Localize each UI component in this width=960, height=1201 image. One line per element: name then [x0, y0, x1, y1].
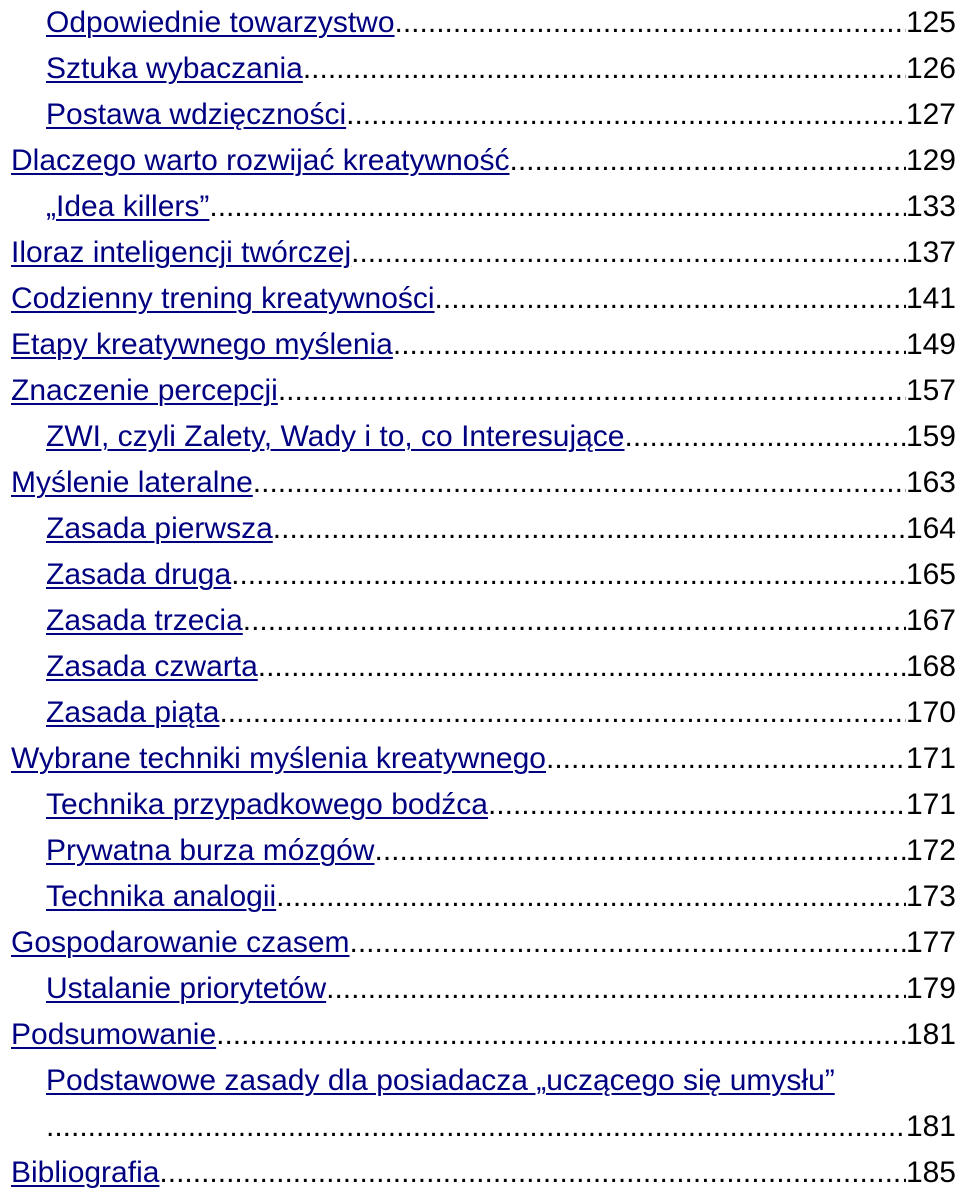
toc-entry-title-line	[46, 1058, 956, 1104]
toc-page-number: 127	[905, 98, 956, 131]
toc-entry-link[interactable]: Prywatna burza mózgów	[46, 834, 375, 867]
toc-page-number: 141	[905, 282, 956, 315]
toc-entry	[0, 874, 960, 920]
toc-entry-link[interactable]: „Idea killers”	[46, 190, 210, 223]
toc-entry-link[interactable]: Podstawowe zasady dla posiadacza „uczącego się umysłu”	[46, 1064, 835, 1097]
toc-dot-leader	[219, 690, 905, 736]
toc-page-number: 126	[905, 52, 956, 85]
toc-entry-link[interactable]: Sztuka wybaczania	[46, 52, 303, 85]
toc-page-number: 164	[905, 512, 956, 545]
toc-dot-leader	[278, 368, 906, 414]
toc-entry-link[interactable]: ZWI, czyli Zalety, Wady i to, co Interesujące	[46, 420, 625, 453]
toc-dot-leader	[625, 414, 906, 460]
toc-entry	[0, 414, 960, 460]
toc-page-number: 165	[905, 558, 956, 591]
toc-page-number: 133	[905, 190, 956, 223]
toc-entry-link[interactable]: Iloraz inteligencji twórczej	[11, 236, 352, 269]
toc-entry	[0, 460, 960, 506]
toc-entry	[0, 368, 960, 414]
toc-entry	[0, 552, 960, 598]
toc-dot-leader	[159, 1150, 906, 1196]
toc-dot-leader	[273, 506, 906, 552]
toc-entry-link[interactable]: Znaczenie percepcji	[11, 374, 278, 407]
toc-dot-leader	[346, 92, 906, 138]
toc-entry-link[interactable]: Technika analogii	[46, 880, 277, 913]
toc-page-number: 168	[905, 650, 956, 683]
toc-entry-link[interactable]: Etapy kreatywnego myślenia	[11, 328, 393, 361]
toc-dot-leader	[351, 230, 906, 276]
toc-page-number: 177	[905, 926, 956, 959]
toc-page-number: 167	[905, 604, 956, 637]
toc-entry-link[interactable]: Zasada pierwsza	[46, 512, 273, 545]
toc-entry	[0, 46, 960, 92]
toc-entry-link[interactable]: Wybrane techniki myślenia kreatywnego	[11, 742, 546, 775]
toc-dot-leader	[510, 138, 906, 184]
toc-dot-leader	[395, 0, 906, 46]
toc-page-number: 137	[905, 236, 956, 269]
toc-page-number: 181	[905, 1018, 956, 1051]
toc-page-number: 172	[905, 834, 956, 867]
toc-page-number: 157	[905, 374, 956, 407]
toc-entry	[0, 966, 960, 1012]
toc-entry	[0, 598, 960, 644]
toc-page-number: 129	[905, 144, 956, 177]
toc-dot-leader	[258, 644, 906, 690]
toc-page-number: 125	[905, 6, 956, 39]
toc-dot-leader	[216, 1012, 906, 1058]
toc-dot-leader	[231, 552, 906, 598]
toc-entry	[0, 184, 960, 230]
toc-entry	[0, 230, 960, 276]
toc-page-number: 171	[905, 788, 956, 821]
toc-entry-link[interactable]: Technika przypadkowego bodźca	[46, 788, 488, 821]
toc-dot-leader	[276, 874, 906, 920]
toc-page-number: 179	[905, 972, 956, 1005]
toc-entry-link[interactable]: Zasada druga	[46, 558, 232, 591]
toc-page-number: 159	[905, 420, 956, 453]
toc-entry	[0, 1012, 960, 1058]
toc-entry-link[interactable]: Dlaczego warto rozwijać kreatywność	[11, 144, 510, 177]
toc-entry	[0, 920, 960, 966]
toc-entry-link[interactable]: Zasada trzecia	[46, 604, 243, 637]
toc-dot-leader	[488, 782, 906, 828]
toc-dot-leader	[46, 1104, 906, 1150]
toc-entry-link[interactable]: Zasada piąta	[46, 696, 220, 729]
toc-entry	[0, 276, 960, 322]
toc-entry-link[interactable]: Gospodarowanie czasem	[11, 926, 350, 959]
toc-page-number: 181	[905, 1110, 956, 1143]
toc-entry-link[interactable]: Odpowiednie towarzystwo	[46, 6, 395, 39]
toc-dot-leader	[253, 460, 906, 506]
toc-dot-leader	[393, 322, 906, 368]
toc-entry	[0, 138, 960, 184]
toc-dot-leader	[350, 920, 906, 966]
toc-entry-link[interactable]: Myślenie lateralne	[11, 466, 253, 499]
toc-entry	[0, 1150, 960, 1196]
toc-page-number: 163	[905, 466, 956, 499]
toc-page-number: 173	[905, 880, 956, 913]
toc-entry	[0, 736, 960, 782]
toc-entry	[0, 92, 960, 138]
toc-entry-leader-line	[46, 1104, 956, 1150]
toc-dot-leader	[546, 736, 906, 782]
toc-page-number: 170	[905, 696, 956, 729]
toc-dot-leader	[303, 46, 906, 92]
toc-dot-leader	[326, 966, 906, 1012]
toc-entry	[0, 1058, 960, 1150]
toc-entry-link[interactable]: Zasada czwarta	[46, 650, 258, 683]
toc-entry	[0, 690, 960, 736]
toc-entry	[0, 0, 960, 46]
toc-entry-link[interactable]: Bibliografia	[11, 1156, 160, 1189]
toc-dot-leader	[243, 598, 906, 644]
toc-entry	[0, 506, 960, 552]
toc-dot-leader	[374, 828, 905, 874]
toc-page-number: 185	[905, 1156, 956, 1189]
toc-entry	[0, 782, 960, 828]
toc-entry	[0, 644, 960, 690]
toc-dot-leader	[209, 184, 906, 230]
toc-entry-link[interactable]: Postawa wdzięczności	[46, 98, 347, 131]
toc-entry-link[interactable]: Codzienny trening kreatywności	[11, 282, 435, 315]
toc-entry-link[interactable]: Ustalanie priorytetów	[46, 972, 327, 1005]
toc-entry	[0, 322, 960, 368]
toc-entry	[0, 828, 960, 874]
toc-entry-link[interactable]: Podsumowanie	[11, 1018, 217, 1051]
toc-page-number: 149	[905, 328, 956, 361]
toc-dot-leader	[435, 276, 906, 322]
toc-page-number: 171	[905, 742, 956, 775]
